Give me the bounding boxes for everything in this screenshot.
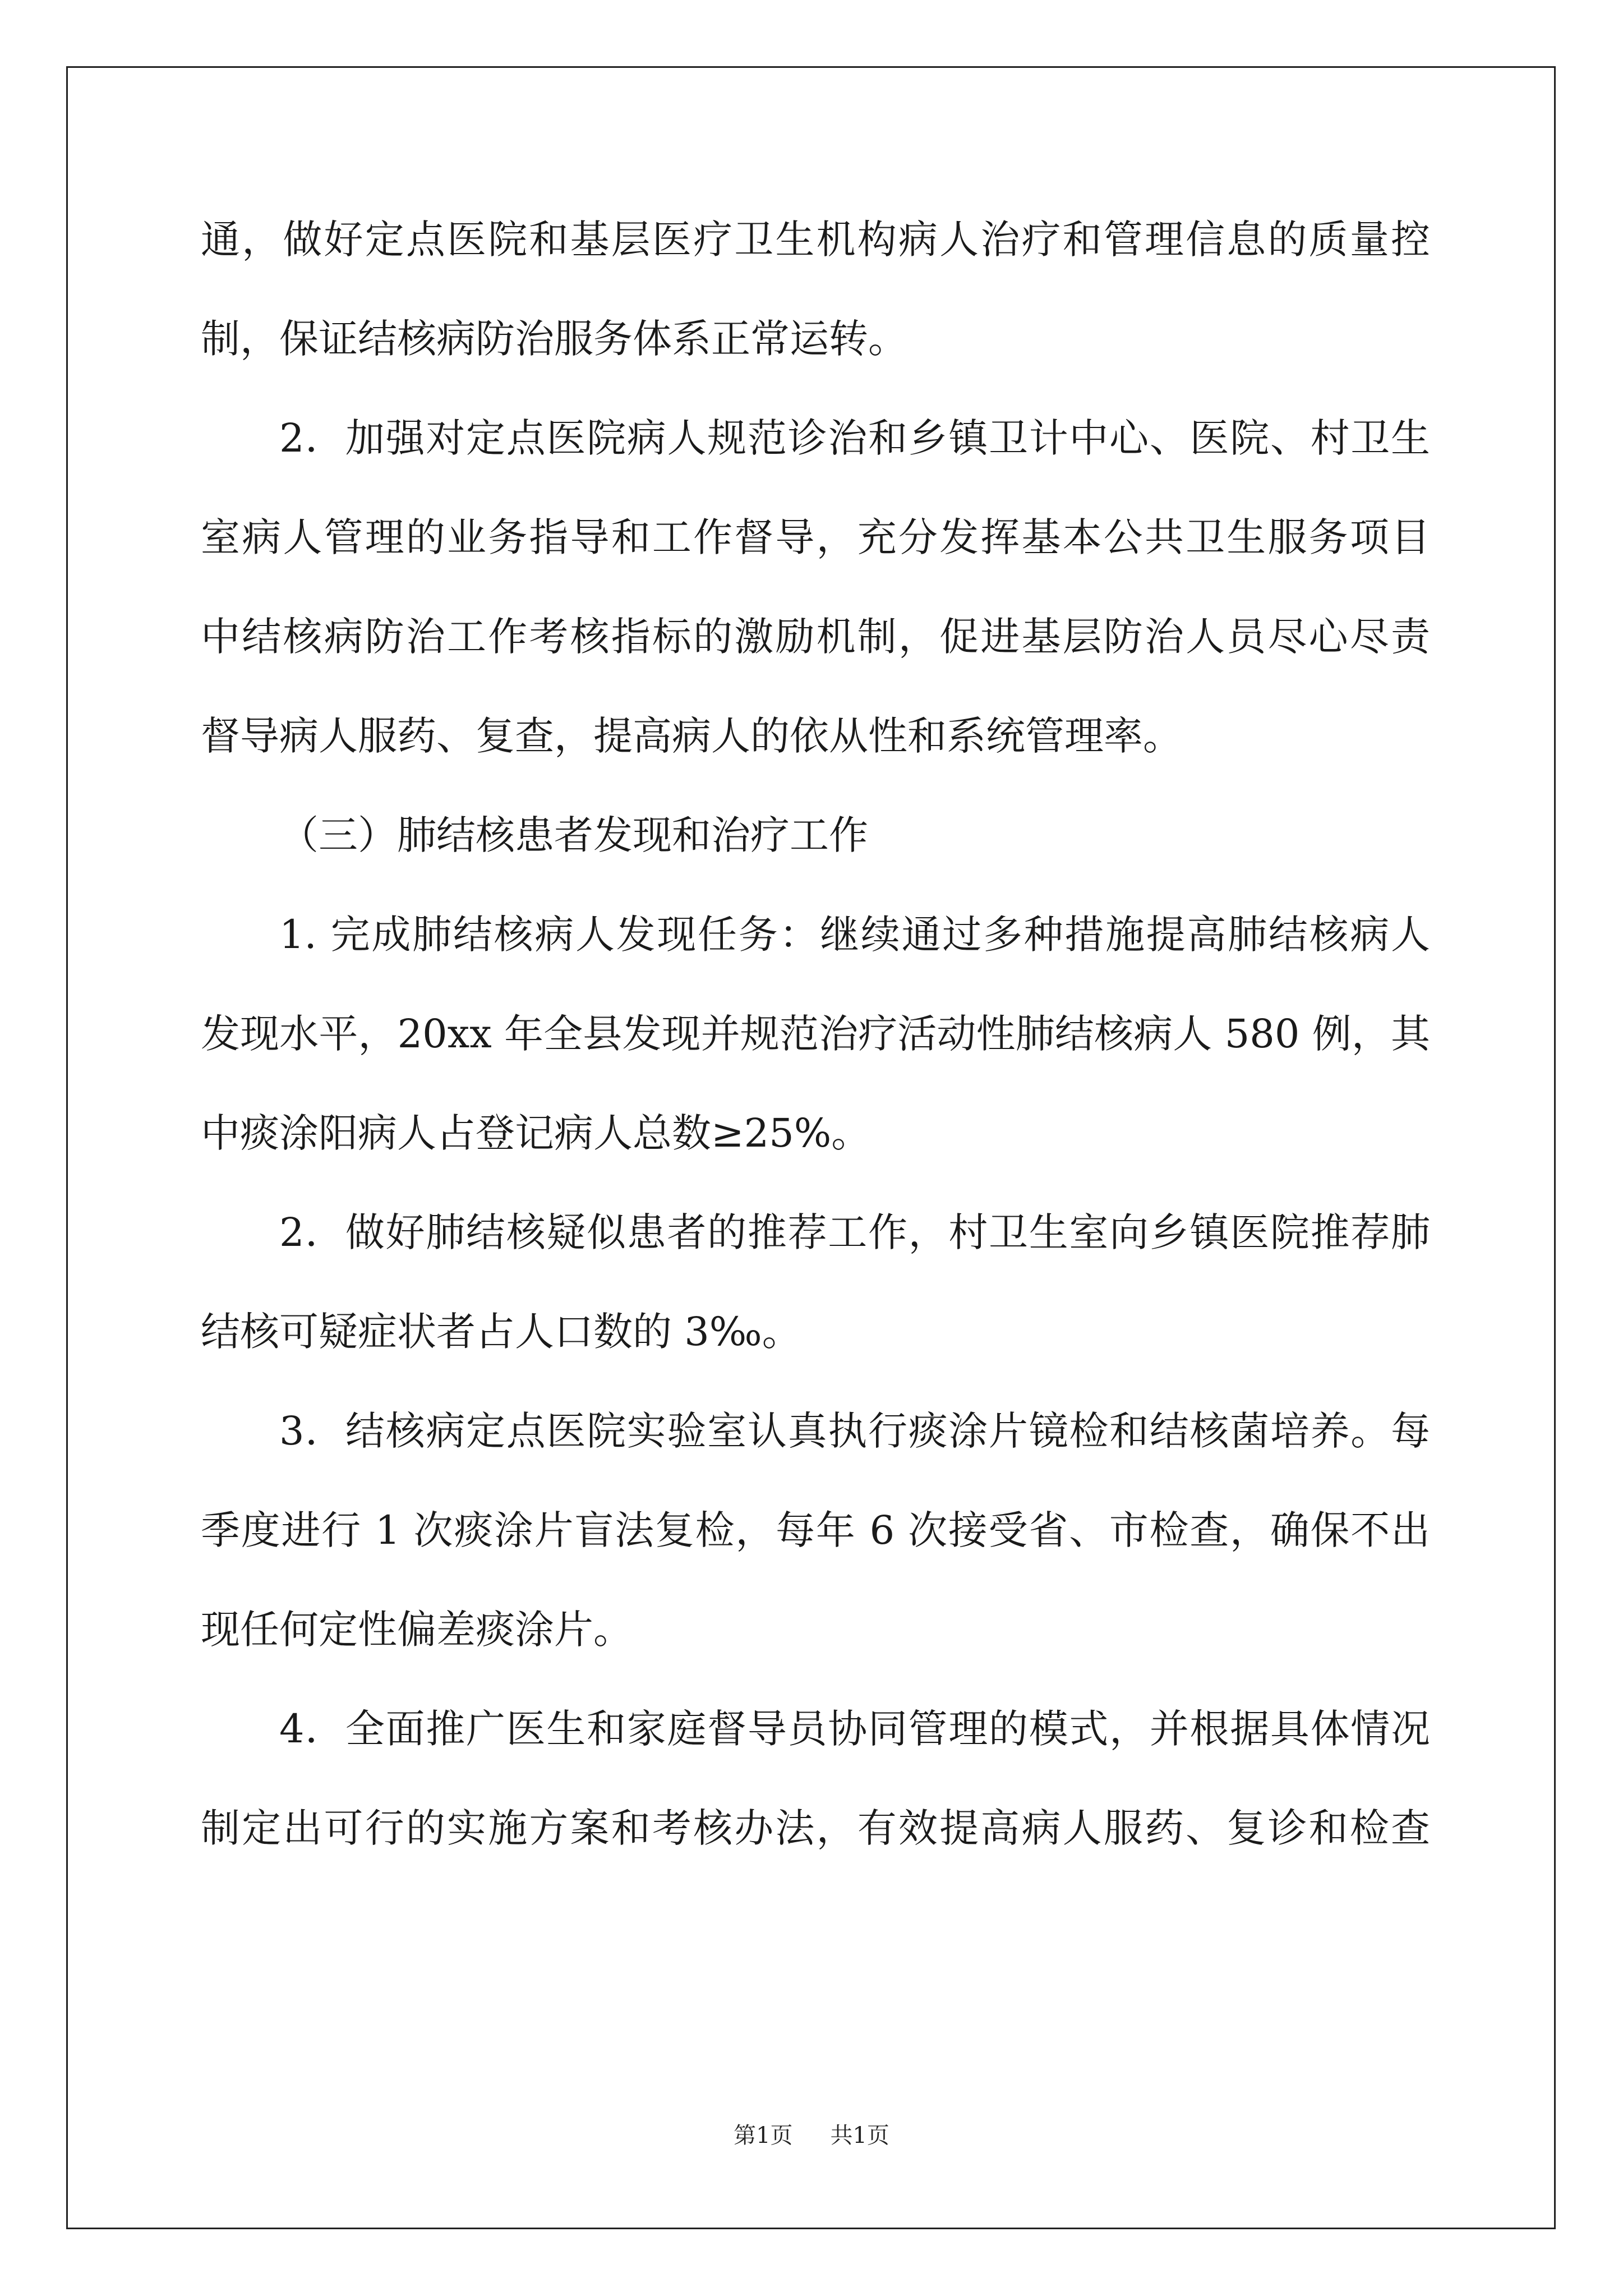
text-line: 制，保证结核病防治服务体系正常运转。 [201,316,907,362]
text-line: 2．做好肺结核疑似患者的推荐工作，村卫生室向乡镇医院推荐肺 [279,1209,1430,1255]
section-heading: （三）肺结核患者发现和治疗工作 [279,812,868,858]
text-line: 1. 完成肺结核病人发现任务：继续通过多种措施提高肺结核病人 [279,912,1430,958]
page-number: 第1页 [734,2123,793,2148]
text-line: 室病人管理的业务指导和工作督导，充分发挥基本公共卫生服务项目 [201,514,1430,560]
text-line: 督导病人服药、复查，提高病人的依从性和系统管理率。 [201,713,1182,759]
text-line: 中痰涂阳病人占登记病人总数≥25%。 [201,1110,871,1156]
page-footer [0,2122,1623,2150]
text-line: 现任何定性偏差痰涂片。 [201,1607,633,1653]
text-line: 中结核病防治工作考核指标的激励机制，促进基层防治人员尽心尽责 [201,614,1430,660]
text-line: 3．结核病定点医院实验室认真执行痰涂片镜检和结核菌培养。每 [279,1408,1430,1454]
text-line: 4．全面推广医生和家庭督导员协同管理的模式，并根据具体情况 [279,1706,1430,1752]
document-body [201,216,1430,1852]
text-line: 2．加强对定点医院病人规范诊治和乡镇卫计中心、医院、村卫生 [279,415,1430,461]
text-line: 通，做好定点医院和基层医疗卫生机构病人治疗和管理信息的质量控 [201,217,1430,263]
text-line: 发现水平，20xx 年全县发现并规范治疗活动性肺结核病人 580 例，其 [201,1011,1430,1057]
page-total: 共1页 [830,2123,889,2148]
text-line: 结核可疑症状者占人口数的 3‰。 [201,1309,801,1355]
text-line: 制定出可行的实施方案和考核办法，有效提高病人服药、复诊和检查 [201,1805,1430,1851]
text-line: 季度进行 1 次痰涂片盲法复检，每年 6 次接受省、市检查，确保不出 [201,1507,1430,1553]
